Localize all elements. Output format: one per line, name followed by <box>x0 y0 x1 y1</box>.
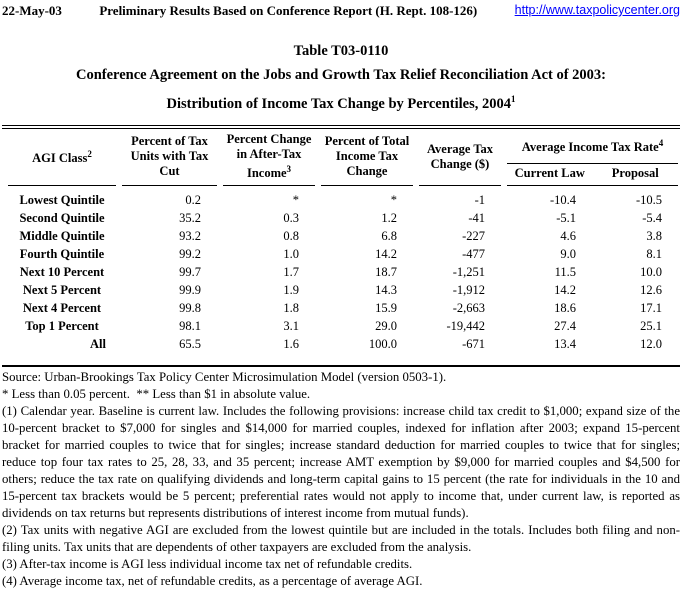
table-row <box>8 186 678 209</box>
header-subgroup <box>507 164 678 186</box>
cell-value: 8.1 <box>646 246 662 261</box>
header-avg-tax-change: Average Tax Change ($) <box>419 129 501 186</box>
table-header <box>8 129 678 186</box>
table-row <box>8 227 678 245</box>
footnote-3: (3) After-tax income is AGI less individual income tax net of refundable credits. <box>2 556 413 571</box>
cell-value: 18.6 <box>554 300 576 315</box>
cell-value: -2,663 <box>452 300 485 315</box>
cell-value: 1.9 <box>283 282 299 297</box>
header-agi-class: AGI Class$^2$ <box>8 129 116 186</box>
row-label: Second Quintile <box>19 210 105 225</box>
cell-value: 99.9 <box>179 282 201 297</box>
cell-value: 12.0 <box>640 336 662 351</box>
footnote-ref-1: 1 <box>511 94 516 104</box>
cell-value: 13.4 <box>554 336 576 351</box>
header-pct-total-income-tax-change: Percent of Total Income Tax Change <box>321 129 413 186</box>
cell-value: -10.4 <box>549 192 576 207</box>
cell-value: 27.4 <box>554 318 576 333</box>
cell-value: 65.5 <box>179 336 201 351</box>
cell-value: 3.8 <box>646 228 662 243</box>
table-number: Table T03-0110 <box>293 43 389 59</box>
cell-value: -5.4 <box>642 210 662 225</box>
cell-value: 11.5 <box>554 264 576 279</box>
footnote-ref-3: 3 <box>286 164 292 175</box>
footnote-2: (2) Tax units with negative AGI are excluded from the lowest quintile but are included in the totals. Includes both filing and non-filing units. Tax units that are dependents of other taxpayers are excluded from the analysis. <box>2 522 680 554</box>
asterisk-note: * Less than 0.05 percent. ** Less than $1 in absolute value. <box>2 386 311 401</box>
cell-value: 1.7 <box>283 264 299 279</box>
table-title-line3: Distribution of Income Tax Change by Percentiles, 2004$^1$ <box>166 94 516 112</box>
distribution-table <box>2 129 684 353</box>
cell-value: 14.2 <box>375 246 397 261</box>
footnote-ref-4: 4 <box>658 138 664 149</box>
table-row <box>8 299 678 317</box>
meta-row <box>2 3 680 19</box>
cell-value: 99.2 <box>179 246 201 261</box>
cell-value: 100.0 <box>368 336 397 351</box>
row-label: Next 10 Percent <box>19 264 105 279</box>
row-label: Lowest Quintile <box>19 192 105 207</box>
footnote-4: (4) Average income tax, net of refundable credits, as a percentage of average AGI. <box>2 573 423 588</box>
table-row <box>8 263 678 281</box>
data-table-wrapper <box>2 125 680 367</box>
cell-value: 99.7 <box>179 264 201 279</box>
cell-value: 1.6 <box>283 336 299 351</box>
row-label: Next 5 Percent <box>22 282 102 297</box>
table-row <box>8 245 678 263</box>
header-pct-change-after-tax: Percent Change in After-Tax Income$^3$ <box>223 129 315 186</box>
cell-value: 25.1 <box>640 318 662 333</box>
cell-value: * <box>292 192 299 207</box>
row-label: Middle Quintile <box>19 228 105 243</box>
cell-value: 17.1 <box>640 300 662 315</box>
cell-value: -10.5 <box>635 192 662 207</box>
footnote-1: (1) Calendar year. Baseline is current law. Includes the following provisions: increase child tax credit to $1,000; expand size of the 10-percent bracket to $7,000 for singles and $14,000 for married couples, indexed for inflation after 2003; expand 15-percent bracket for married couples to twice that for singles; increase standard deduction for married couples to twice that for singles; reduce top four tax rates to 25, 28, 33, and 35 percent; increase AMT exemption by $9,000 for married couples and $4,500 for others; reduce the tax rate on qualifying dividends and long-term capital gains to 15 percent (the rate for individuals in the 10 and 15-percent tax brackets would be 5 percent; preferential rates would not apply to income that, under current law, is reported as dividends on tax returns but represents distributions of interest income from mutual funds). <box>2 403 680 520</box>
source-note: Source: Urban-Brookings Tax Policy Center Microsimulation Model (version 0503-1). <box>2 369 447 384</box>
cell-value: 29.0 <box>375 318 397 333</box>
cell-value: 99.8 <box>179 300 201 315</box>
table-body <box>8 186 678 353</box>
footnote-ref-2: 2 <box>87 149 92 160</box>
report-date: 22-May-03 <box>2 3 62 18</box>
cell-value: -1,251 <box>452 264 485 279</box>
cell-value: -19,442 <box>446 318 485 333</box>
cell-value: -41 <box>468 210 485 225</box>
cell-value: 1.2 <box>381 210 397 225</box>
cell-value: 0.2 <box>185 192 201 207</box>
cell-value: 6.8 <box>381 228 397 243</box>
cell-value: 1.8 <box>283 300 299 315</box>
cell-value: 18.7 <box>375 264 397 279</box>
cell-value: 14.3 <box>375 282 397 297</box>
cell-value: 15.9 <box>375 300 397 315</box>
header-current-law: Current Law <box>514 165 585 180</box>
row-label: Fourth Quintile <box>19 246 105 261</box>
cell-value: 0.3 <box>283 210 299 225</box>
table-row <box>8 317 678 335</box>
cell-value: -1 <box>474 192 485 207</box>
footnotes-block <box>2 369 680 590</box>
cell-value: -477 <box>462 246 485 261</box>
taxpolicycenter-link[interactable]: http://www.taxpolicycenter.org <box>514 3 680 17</box>
cell-value: -671 <box>462 336 485 351</box>
row-label: Top 1 Percent <box>25 318 99 333</box>
table-row <box>8 335 678 353</box>
cell-value: 93.2 <box>179 228 201 243</box>
header-proposal: Proposal <box>611 165 659 180</box>
table-row <box>8 209 678 227</box>
header-avg-income-tax-rate: Average Income Tax Rate$^4$ <box>507 129 678 164</box>
cell-value: 12.6 <box>640 282 662 297</box>
row-label: All <box>90 336 106 351</box>
cell-value: 10.0 <box>640 264 662 279</box>
cell-value: -5.1 <box>556 210 576 225</box>
cell-value: 14.2 <box>554 282 576 297</box>
row-label: Next 4 Percent <box>22 300 102 315</box>
cell-value: 0.8 <box>283 228 299 243</box>
cell-value: * <box>390 192 397 207</box>
table-title-line2: Conference Agreement on the Jobs and Growth Tax Relief Reconciliation Act of 2003: <box>75 67 606 83</box>
cell-value: 1.0 <box>283 246 299 261</box>
cell-value: 9.0 <box>560 246 576 261</box>
header-pct-units-with-cut: Percent of Tax Units with Tax Cut <box>122 129 217 186</box>
cell-value: -1,912 <box>452 282 485 297</box>
cell-value: 4.6 <box>560 228 576 243</box>
cell-value: 98.1 <box>179 318 201 333</box>
table-row <box>8 281 678 299</box>
cell-value: 3.1 <box>283 318 299 333</box>
cell-value: 35.2 <box>179 210 201 225</box>
title-block <box>2 39 680 116</box>
preliminary-note: Preliminary Results Based on Conference Report (H. Rept. 108-126) <box>99 3 478 18</box>
cell-value: -227 <box>462 228 485 243</box>
